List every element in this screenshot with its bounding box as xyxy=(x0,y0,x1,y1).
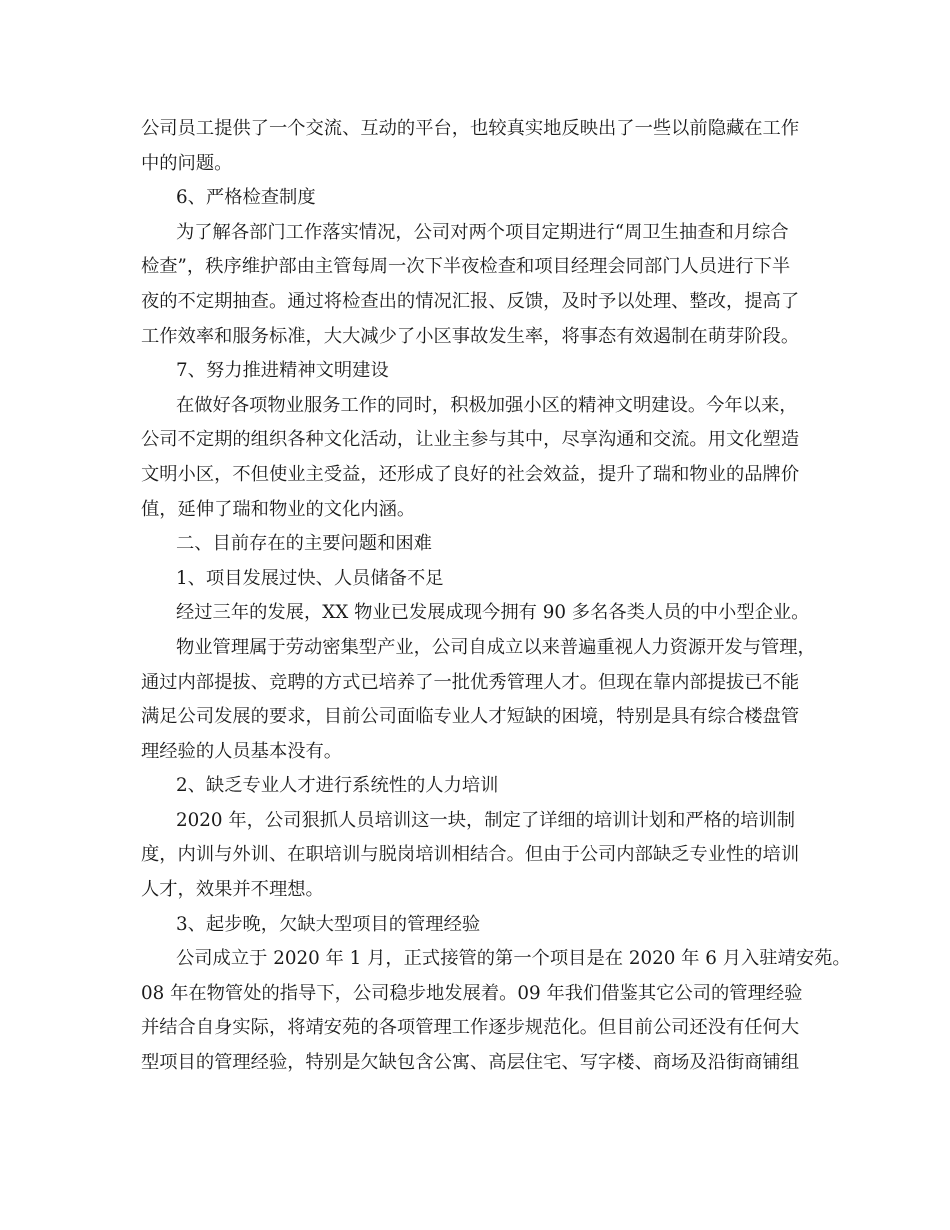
document-body xyxy=(141,112,851,1081)
text-line: 人才，效果并不理想。 xyxy=(141,879,324,901)
paragraph-start: 物业管理属于劳动密集型产业，公司自成立以来普遍重视人力资源开发与管理， xyxy=(176,636,816,658)
text-line: 夜的不定期抽查。通过将检查出的情况汇报、反馈，及时予以处理、整改，提高了 xyxy=(141,290,800,312)
text-line: 工作效率和服务标准，大大减少了小区事故发生率，将事态有效遏制在萌芽阶段。 xyxy=(141,325,800,347)
section-heading: 3、起步晚，欠缺大型项目的管理经验 xyxy=(176,913,481,935)
section-heading: 1、项目发展过快、人员储备不足 xyxy=(176,567,444,589)
paragraph-start: 公司成立于 2020 年 1 月，正式接管的第一个项目是在 2020 年 6 月入驻靖安苑。 xyxy=(176,948,851,970)
text-line: 并结合自身实际，将靖安苑的各项管理工作逐步规范化。但目前公司还没有任何大 xyxy=(141,1017,800,1039)
text-line: 通过内部提拔、竞聘的方式已培养了一批优秀管理人才。但现在靠内部提拔已不能 xyxy=(141,671,800,693)
text-line: 中的问题。 xyxy=(141,152,233,174)
paragraph-start: 在做好各项物业服务工作的同时，积极加强小区的精神文明建设。今年以来， xyxy=(176,394,798,416)
paragraph-start: 为了解各部门工作落实情况，公司对两个项目定期进行“周卫生抽查和月综合 xyxy=(176,221,789,243)
text-line: 满足公司发展的要求，目前公司面临专业人才短缺的困境，特别是具有综合楼盘管 xyxy=(141,706,800,728)
section-heading: 6、严格检查制度 xyxy=(176,187,316,209)
section-heading: 二、目前存在的主要问题和困难 xyxy=(176,533,432,555)
section-heading: 2、缺乏专业人才进行系统性的人力培训 xyxy=(176,775,499,797)
text-line: 理经验的人员基本没有。 xyxy=(141,740,343,762)
paragraph-start: 2020 年，公司狠抓人员培训这一块，制定了详细的培训计划和严格的培训制 xyxy=(176,809,796,831)
text-line: 值，延伸了瑞和物业的文化内涵。 xyxy=(141,498,416,520)
text-line: 型项目的管理经验，特别是欠缺包含公寓、高层住宅、写字楼、商场及沿街商铺组 xyxy=(141,1052,800,1074)
text-line: 文明小区，不但使业主受益，还形成了良好的社会效益，提升了瑞和物业的品牌价 xyxy=(141,463,800,485)
text-line: 度，内训与外训、在职培训与脱岗培训相结合。但由于公司内部缺乏专业性的培训 xyxy=(141,844,800,866)
paragraph-start: 经过三年的发展，XX 物业已发展成现今拥有 90 多名各类人员的中小型企业。 xyxy=(176,602,810,624)
text-line: 公司不定期的组织各种文化活动，让业主参与其中，尽享沟通和交流。用文化塑造 xyxy=(141,429,800,451)
text-line: 08 年在物管处的指导下，公司稳步地发展着。09 年我们借鉴其它公司的管理经验 xyxy=(141,982,803,1004)
text-line: 检查”，秩序维护部由主管每周一次下半夜检查和项目经理会同部门人员进行下半 xyxy=(141,256,791,278)
text-line: 公司员工提供了一个交流、互动的平台，也较真实地反映出了一些以前隐藏在工作 xyxy=(141,118,800,139)
section-heading: 7、努力推进精神文明建设 xyxy=(176,360,389,382)
